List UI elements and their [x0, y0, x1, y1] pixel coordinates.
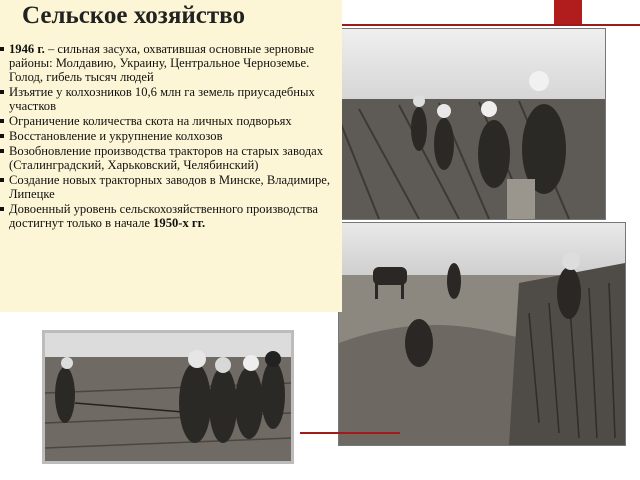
text-panel [0, 0, 342, 312]
bullet-item [0, 173, 338, 201]
bullet-text: Изъятие у колхозников 10,6 млн га земель приусадебных участков [9, 85, 315, 114]
bullet-bold: 1946 г. [9, 42, 45, 56]
photo-women-sowing [338, 28, 606, 220]
bullet-item [0, 42, 338, 85]
footer-rule [300, 432, 400, 434]
accent-bar [554, 0, 582, 24]
slide-title: Сельское хозяйство [22, 2, 245, 29]
bullet-text: Восстановление и укрупнение колхозов [9, 129, 223, 143]
bullet-list [0, 42, 338, 231]
photo-women-ploughing [42, 330, 294, 464]
bullet-item [0, 144, 338, 172]
bullet-bold: 1950-х гг. [153, 216, 206, 230]
bullet-item [0, 114, 338, 128]
bullet-item [0, 85, 338, 113]
photo-harvest [338, 222, 626, 446]
bullet-text: Создание новых тракторных заводов в Минске, Владимире, Липецке [9, 172, 330, 201]
bullet-item [0, 129, 338, 143]
bullet-text: Ограничение количества скота на личных подворьях [9, 114, 292, 129]
bullet-text: Возобновление производства тракторов на старых заводах (Сталинградский, Харьковский, Челябинский) [9, 143, 324, 172]
bullet-text: – сильная засуха, охватившая основные зерновые районы: Молдавию, Украину, Центральное Черноземье. Голод, гибель тысяч людей [9, 42, 315, 85]
bullet-item [0, 202, 338, 230]
bullet-text: Довоенный уровень сельскохозяйственного производства достигнут только в начале [9, 201, 318, 230]
